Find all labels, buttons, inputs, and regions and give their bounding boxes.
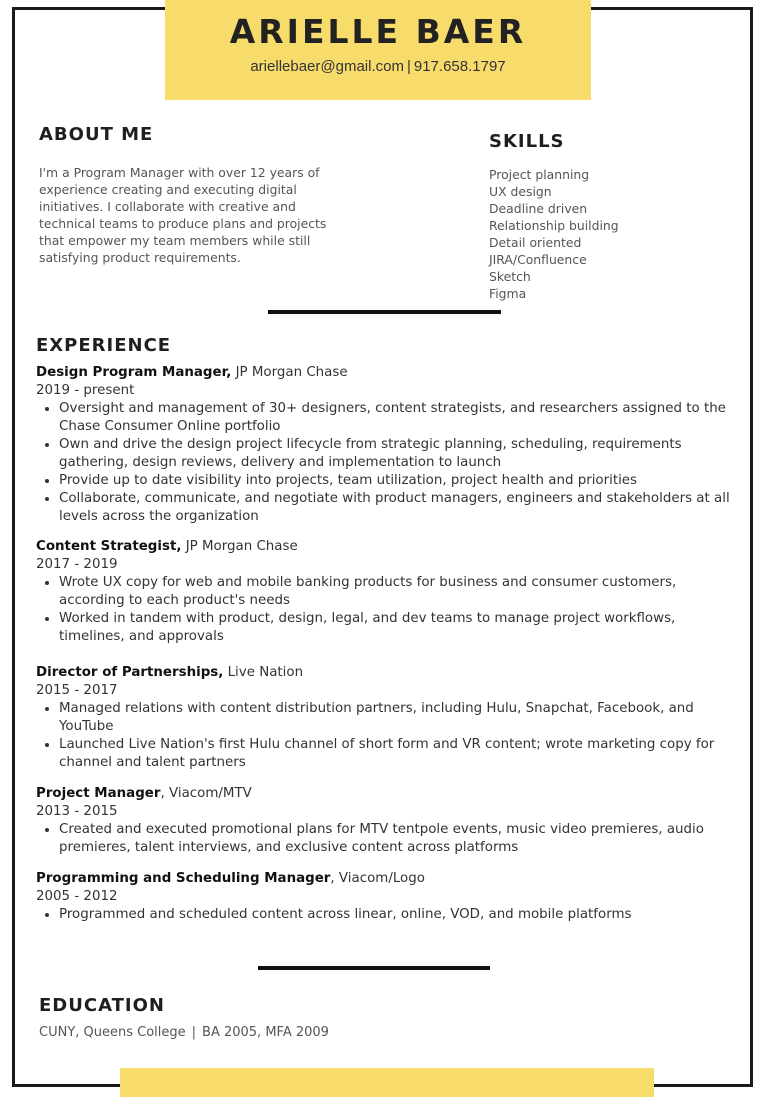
education-line	[39, 1025, 329, 1040]
education-school: CUNY, Queens College	[39, 1025, 186, 1040]
skill-item: UX design	[489, 184, 552, 199]
job-company: JP Morgan Chase	[231, 365, 348, 380]
about-line: technical teams to produce plans and projects	[39, 216, 327, 231]
skill-item: Relationship building	[489, 218, 619, 233]
job-title: Project Manager	[36, 786, 161, 801]
job-heading	[36, 364, 736, 382]
job-company: , Viacom/MTV	[160, 786, 252, 801]
job-entry	[36, 664, 736, 772]
section-divider	[258, 966, 490, 970]
education-degrees: BA 2005, MFA 2009	[202, 1025, 329, 1040]
about-line: that empower my team members while still	[39, 233, 311, 248]
job-dates: 2015 - 2017	[36, 683, 118, 698]
section-divider	[268, 310, 501, 314]
skills-list	[489, 166, 619, 302]
job-bullet: • Programmed and scheduled content across linear, online, VOD, and mobile platforms	[59, 906, 736, 924]
about-line: experience creating and executing digital	[39, 182, 297, 197]
skill-item: Project planning	[489, 167, 590, 182]
job-bullets	[36, 700, 736, 772]
skill-item: JIRA/Confluence	[489, 252, 587, 267]
job-title: Director of Partnerships,	[36, 665, 224, 680]
job-bullet: • Wrote UX copy for web and mobile banking products for business and consumer customers, according to each product's needs	[59, 574, 736, 610]
job-entry	[36, 870, 736, 924]
job-company: , Viacom/Logo	[330, 871, 425, 886]
contact-line	[165, 58, 591, 75]
job-dates: 2013 - 2015	[36, 804, 118, 819]
footer-band	[120, 1068, 654, 1097]
skills-title: SKILLS	[489, 131, 565, 152]
job-bullet: • Created and executed promotional plans for MTV tentpole events, music video premieres, audio premieres, talent interviews, and exclusive content across platforms	[59, 821, 736, 857]
about-line: satisfying product requirements.	[39, 250, 241, 265]
skill-item: Figma	[489, 286, 527, 301]
about-title: ABOUT ME	[39, 124, 154, 145]
job-bullets	[36, 574, 736, 646]
job-heading	[36, 538, 736, 556]
job-dates: 2017 - 2019	[36, 557, 118, 572]
job-title: Content Strategist,	[36, 539, 182, 554]
job-entry	[36, 785, 736, 857]
job-dates: 2005 - 2012	[36, 889, 118, 904]
education-separator: |	[191, 1025, 197, 1040]
education-title: EDUCATION	[39, 995, 165, 1016]
job-entry	[36, 538, 736, 646]
skill-item: Sketch	[489, 269, 531, 284]
job-bullet: • Collaborate, communicate, and negotiate with product managers, engineers and stakeholders at all levels across the organization	[59, 490, 736, 526]
candidate-name: ARIELLE BAER	[229, 12, 527, 51]
job-bullet: • Oversight and management of 30+ designers, content strategists, and researchers assigned to the Chase Consumer Online portfolio	[59, 400, 736, 436]
job-heading	[36, 664, 736, 682]
job-bullet: • Provide up to date visibility into projects, team utilization, project health and priorities	[59, 472, 736, 490]
header-band	[165, 0, 591, 100]
job-bullets	[36, 906, 736, 924]
job-dates: 2019 - present	[36, 383, 135, 398]
email-text: ariellebaer@gmail.com	[250, 58, 404, 75]
experience-title: EXPERIENCE	[36, 335, 172, 356]
job-heading	[36, 870, 736, 888]
contact-separator: |	[406, 58, 411, 75]
job-heading	[36, 785, 736, 803]
experience-list	[36, 364, 736, 924]
skill-item: Deadline driven	[489, 201, 588, 216]
job-bullet: • Managed relations with content distribution partners, including Hulu, Snapchat, Facebook, and YouTube	[59, 700, 736, 736]
job-entry	[36, 364, 736, 526]
job-company: Live Nation	[223, 665, 304, 680]
job-bullets	[36, 821, 736, 857]
job-bullet: • Launched Live Nation's first Hulu channel of short form and VR content; wrote marketing copy for channel and talent partners	[59, 736, 736, 772]
job-company: JP Morgan Chase	[181, 539, 298, 554]
about-text	[39, 164, 359, 266]
job-bullet: • Worked in tandem with product, design, legal, and dev teams to manage project workflows, timelines, and approvals	[59, 610, 736, 646]
about-line: I'm a Program Manager with over 12 years of	[39, 165, 320, 180]
phone-text: 917.658.1797	[413, 58, 506, 75]
skill-item: Detail oriented	[489, 235, 582, 250]
job-bullet: • Own and drive the design project lifecycle from strategic planning, scheduling, requirements gathering, design reviews, delivery and implementation to launch	[59, 436, 736, 472]
job-bullets	[36, 400, 736, 526]
job-title: Programming and Scheduling Manager	[36, 871, 331, 886]
job-title: Design Program Manager,	[36, 365, 232, 380]
about-line: initiatives. I collaborate with creative and	[39, 199, 296, 214]
